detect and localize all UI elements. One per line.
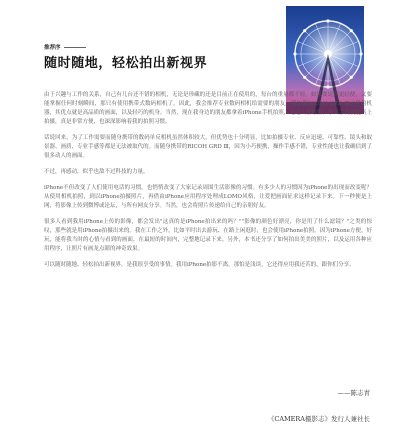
paragraph-1: 由于兴趣与工作的关系，自己有几台还不错的相机，无论是珍藏的还是目前正在使用的，每台的重量都不轻。如果要说到更轻便，又要能掌握任何时刻瞬间，那只有使用携带式数码相机了。因此，我会推荐专业数码相机给需要的朋友，例如像RICOH GRD Ⅲ这样的机器，其优点就是高品质的画面，以及轻巧的机身。当然，现在我身边的朋友都拿着iPhone手机拍照，无论人在哪里，拿出手机就能马上拍摄，真是非常方便，也深深影响着我的拍照习惯。 <box>44 92 372 125</box>
author-title: 《CAMERA摄影志》发行人兼社长 <box>267 415 370 423</box>
signature-block <box>268 380 370 432</box>
paragraph-4: iPhone不但改变了人们使用电话的习惯，也悄悄改变了大家记录周围生活影像的习惯。有多少人的习惯因为iPhone的出现而改变呢？从使用相机拍照，到以iPhone拍摄照片，再借由iPhone应用程序处理成LOMO风格，让爱把画面征求这样记录下来。下一秒便是上网，将影像上传到微博或论坛，与所有网友分享。当然，也会将照片传递给自己的亲朋好友。 <box>44 185 372 209</box>
author-name: ——陈志青 <box>337 389 370 397</box>
preface-kicker <box>44 43 86 51</box>
paragraph-3: 不过，再感动，似乎也敌不过科技的力量。 <box>44 169 149 175</box>
kicker-rule <box>64 47 86 48</box>
paragraph-6: 可以随时随地、轻松拍出新视界，是我很享受的事情。我用iPhone拍影不离，那怕是浅谈，它还得应用我还苦的，跟你们分享。 <box>44 262 355 268</box>
kicker-label: 推荐序 <box>44 45 61 51</box>
paragraph-5: 很多人看到我用iPhone上传的影像，都会发出"这真的是iPhone拍出来的吗？""影像的颜色好漂亮，你是用了什么滤镜？"之类的惊叹，那些就是用iPhone拍摄出来的。我在工作之外，比如平时出去游玩、在路上闲逛时，也会使用iPhone拍照。因为iPhone方便，好玩，能将我当时的心情与看到的画面，在最短的时间内，完整地记录下来。另外，本书还分享了如何拍出美美的照片，以及运用各种应用程序，让照片有画龙点睛的神奇效果。 <box>44 219 372 252</box>
paragraph-2: 话说回来，为了工作需要而随身携带的数码单反相机虽然体积较大，但优势也十分明显，比如拍摄专业、反应迅速、可靠性、镜头和取景器、画质，专业手感等都是无法被取代的。而随身携带的RICOH GRD Ⅲ，因为小巧便携，操作手感不错，专业性能也让我确信到了很多动人的画面。 <box>44 135 372 159</box>
page-title: 随时随地，轻松拍出新视界 <box>44 56 208 71</box>
preface-body <box>44 91 372 277</box>
